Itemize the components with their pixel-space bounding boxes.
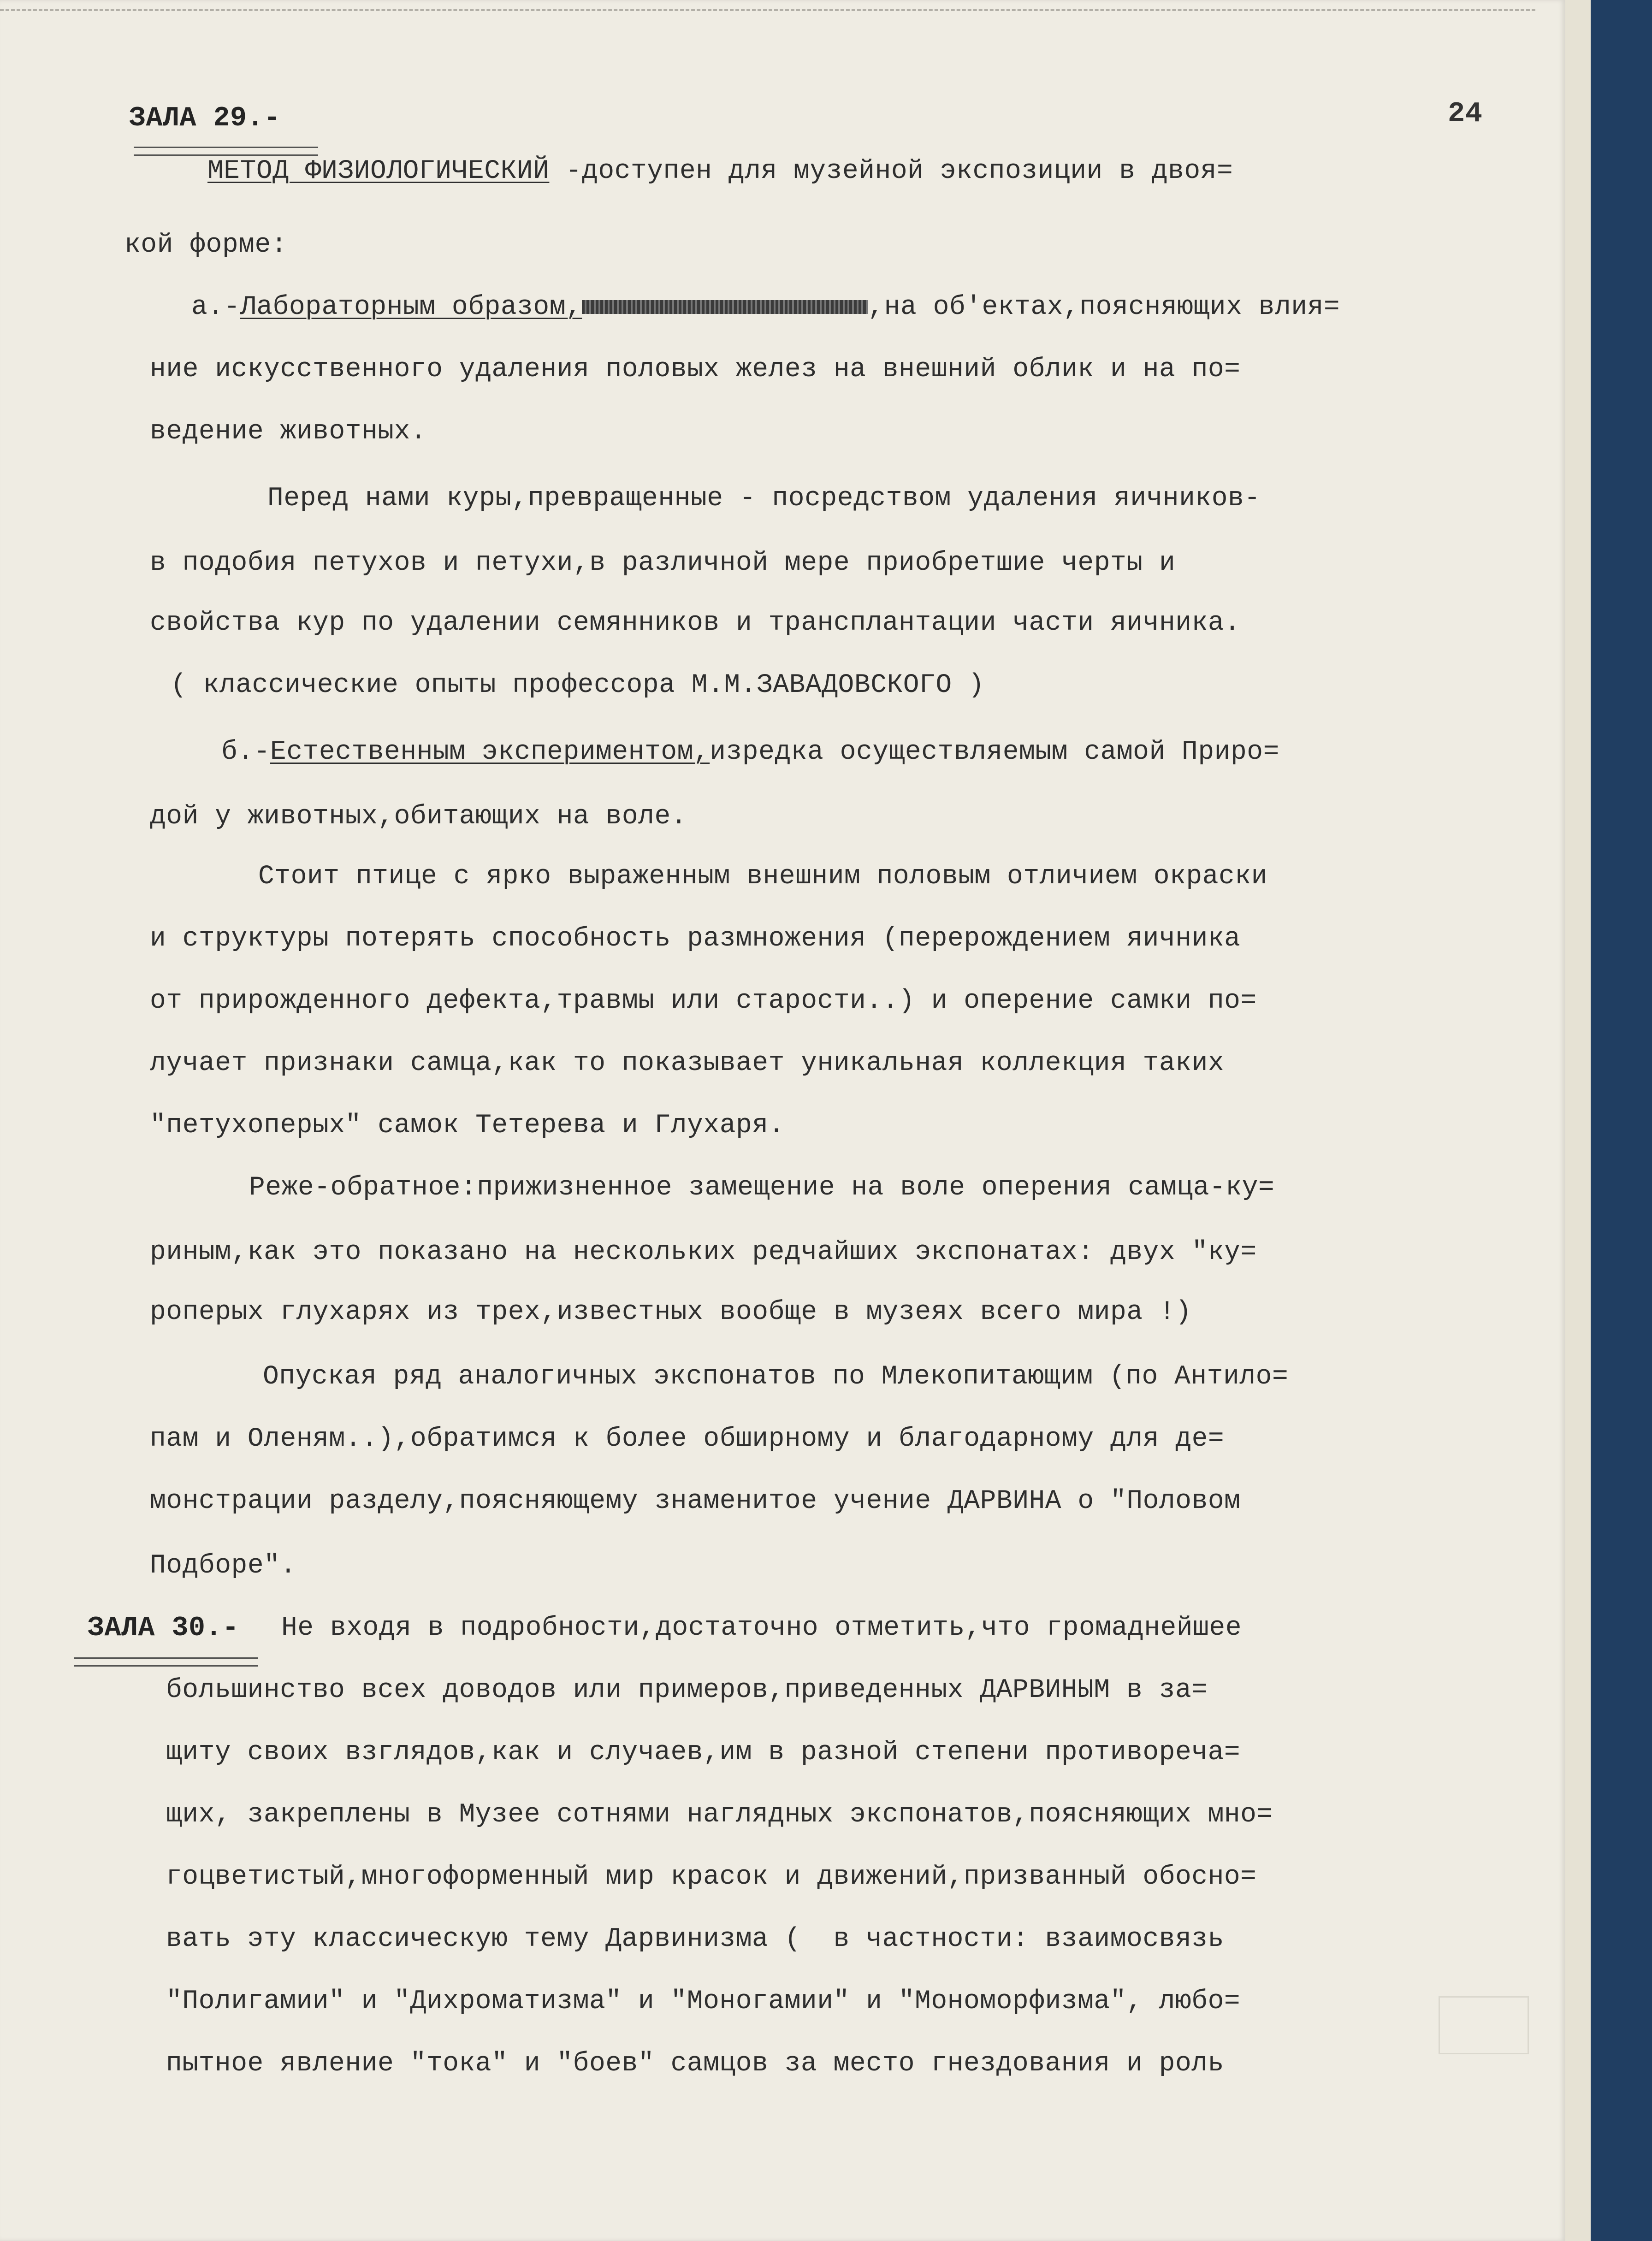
text-line: монстрации разделу,поясняющему знаменитое учение ДАРВИНА о "Половом (150, 1486, 1241, 1516)
text-line: Перед нами куры,превращенные - посредством удаления яичников- (267, 484, 1261, 514)
text-line: большинство всех доводов или примеров,приведенных ДАРВИНЫМ в за= (166, 1675, 1208, 1705)
text-line: пытное явление "тока" и "боев" самцов за место гнездования и роль (166, 2049, 1224, 2079)
text-line: "петухоперых" самок Тетерева и Глухаря. (150, 1111, 785, 1141)
underlying-sheet-edge (1565, 0, 1591, 2241)
top-dashed-rule (0, 9, 1535, 11)
faint-stamp-mark (1439, 1996, 1529, 2054)
item-a-term: Лабораторным образом, (240, 292, 582, 322)
hall-29-heading: ЗАЛА 29.- (129, 103, 281, 134)
hall-29-heading-double-underline (134, 147, 318, 156)
text-line: гоцветистый,многоформенный мир красок и движений,призванный обосно= (166, 1862, 1257, 1892)
text-line: лучает признаки самца,как то показывает уникальная коллекция таких (150, 1048, 1225, 1078)
page-number: 24 (1448, 97, 1483, 130)
text-line: щиту своих взглядов,как и случаев,им в разной степени противореча= (166, 1738, 1241, 1768)
item-b-term: Естественным экспериментом, (270, 737, 710, 767)
text-line: ведение животных. (150, 417, 427, 447)
text-line: Стоит птице с ярко выраженным внешним половым отличием окраски (258, 862, 1267, 892)
method-description: -доступен для музейной экспозиции в двоя= (549, 156, 1233, 186)
method-physiological-line (207, 157, 1233, 186)
text-line: Опуская ряд аналогичных экспонатов по Млекопитающим (по Антило= (263, 1362, 1289, 1392)
text-line: дой у животных,обитающих на воле. (150, 802, 687, 832)
text-line: роперых глухарях из трех,известных вообще в музеях всего мира !) (150, 1297, 1192, 1327)
background-right (1586, 0, 1652, 2241)
text-line: свойства кур по удалении семянников и трансплантации части яичника. (150, 608, 1241, 638)
hall-30-heading-double-underline (74, 1657, 258, 1667)
item-a-rest: ,на об'ектах,поясняющих влия= (868, 292, 1340, 322)
text-line: в подобия петухов и петухи,в различной мере приобретшие черты и (150, 548, 1176, 578)
text-line: Не входя в подробности,достаточно отметить,что громаднейшее (281, 1613, 1242, 1643)
item-b-line (221, 738, 1279, 767)
text-line: Подборе". (150, 1551, 296, 1581)
text-line: Реже-обратное:прижизненное замещение на воле оперения самца-ку= (249, 1173, 1275, 1203)
text-line: от прирожденного дефекта,травмы или старости..) и оперение самки по= (150, 986, 1257, 1016)
method-term: МЕТОД ФИЗИОЛОГИЧЕСКИЙ (207, 156, 550, 186)
text-line: риным,как это показано на нескольких редчайших экспонатах: двух "ку= (150, 1237, 1257, 1267)
item-a-prefix: а.- (191, 292, 240, 322)
text-line: щих, закреплены в Музее сотнями наглядных экспонатов,поясняющих мно= (166, 1800, 1273, 1830)
text-line: вать эту классическую тему Дарвинизма ( в частности: взаимосвязь (166, 1924, 1224, 1954)
struck-out-text (582, 300, 868, 314)
text-line: кой форме: (124, 230, 288, 260)
item-a-line (191, 293, 1340, 322)
text-line: и структуры потерять способность размножения (перерождением яичника (150, 924, 1241, 954)
item-b-prefix: б.- (221, 737, 270, 767)
text-line: пам и Оленям..),обратимся к более обширному и благодарному для де= (150, 1424, 1225, 1454)
item-b-rest: изредка осуществляемым самой Приро= (710, 737, 1279, 767)
hall-30-heading: ЗАЛА 30.- (88, 1613, 239, 1644)
text-line: ние искусственного удаления половых желез на внешний облик и на по= (150, 355, 1241, 384)
text-line: ( классические опыты профессора М.М.ЗАВАДОВСКОГО ) (171, 670, 985, 700)
text-line: "Полигамии" и "Дихроматизма" и "Моногамии" и "Мономорфизма", любо= (166, 1987, 1241, 2016)
